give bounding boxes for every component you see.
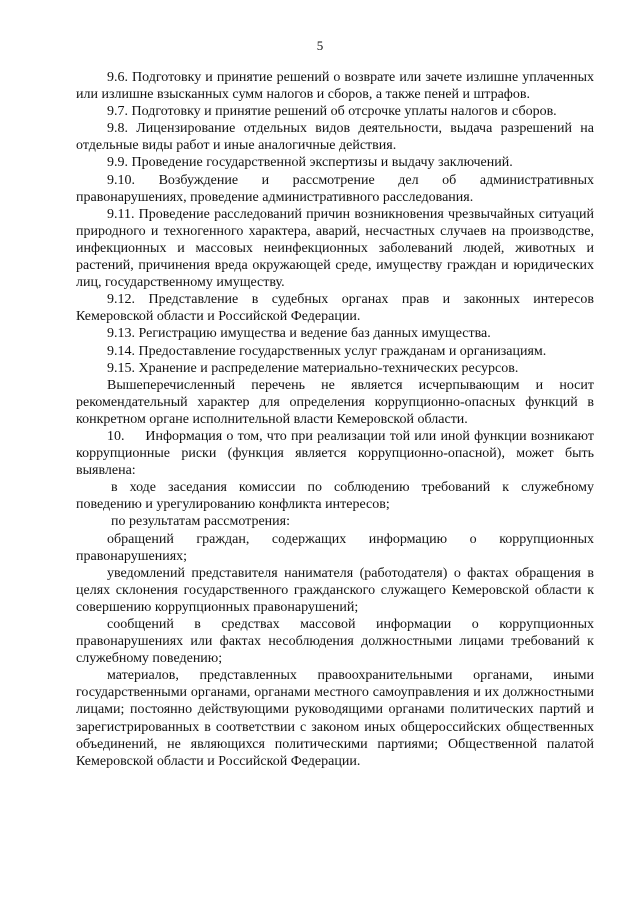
paragraph-9-7: 9.7. Подготовку и принятие решений об отсрочке уплаты налогов и сборов. xyxy=(107,104,557,120)
paragraph-9-13: 9.13. Регистрацию имущества и ведение баз данных имущества. xyxy=(107,326,491,342)
paragraph-9-6: 9.6. Подготовку и принятие решений о возврате или зачете излишне уплаченных или излишне взысканных сумм налогов и сборов, а также пеней и штрафов. xyxy=(76,70,594,103)
paragraph-9-8: 9.8. Лицензирование отдельных видов деятельности, выдача разрешений на отдельные виды работ и иные аналогичные действия. xyxy=(76,121,594,154)
paragraph-9-11: 9.11. Проведение расследований причин возникновения чрезвычайных ситуаций природного и техногенного характера, аварий, несчастных случаев на производстве, инфекционных и массовых неинфекционных заболеваний людей, животных и растений, причинения вреда окружающей среде, имуществу граждан и юридических лиц, государственному имуществу. xyxy=(76,206,594,291)
paragraph-materials: материалов, представленных правоохранительными органами, иными государственными органами, органами местного самоуправления и их должностными лицами; постоянно действующими руководящими органами политических партий и зарегистрированных в соответствии с законом иных общероссийских общественных объединений, не являющихся политическими партиями; Общественной палатой Кемеровской области и Российской Федерации. xyxy=(76,668,594,769)
paragraph-list-note: Вышеперечисленный перечень не является исчерпывающим и носит рекомендательный характер для определения коррупционно-опасных функций в конкретном органе исполнительной власти Кемеровской области. xyxy=(76,377,594,427)
paragraph-10: 10. Информация о том, что при реализации той или иной функции возникают коррупционные риски (функция является коррупционно-опасной), может быть выявлена: xyxy=(76,428,598,479)
paragraph-citizen-appeals: обращений граждан, содержащих информацию о коррупционных правонарушениях; xyxy=(76,531,594,564)
document-body xyxy=(76,69,598,770)
paragraph-9-15: 9.15. Хранение и распределение материально-технических ресурсов. xyxy=(107,360,519,376)
paragraph-commission: в ходе заседания комиссии по соблюдению требований к служебному поведению и урегулированию конфликта интересов; xyxy=(76,480,594,513)
paragraph-9-9: 9.9. Проведение государственной экспертизы и выдачу заключений. xyxy=(107,155,513,171)
paragraph-9-10: 9.10. Возбуждение и рассмотрение дел об административных правонарушениях, проведение административного расследования. xyxy=(76,172,598,205)
paragraph-9-14: 9.14. Предоставление государственных услуг гражданам и организациям. xyxy=(107,343,547,359)
paragraph-employer-notices: уведомлений представителя нанимателя (работодателя) о фактах обращения в целях склонения государственного гражданского служащего Кемеровской области к совершению коррупционных правонарушений; xyxy=(76,565,594,615)
paragraph-9-12: 9.12. Представление в судебных органах прав и законных интересов Кемеровской области и Российской Федерации. xyxy=(76,292,594,325)
paragraph-review-results: по результатам рассмотрения: xyxy=(111,514,290,530)
paragraph-mass-media: сообщений в средствах массовой информации о коррупционных правонарушениях или фактах несоблюдения должностными лицами требований к служебному поведению; xyxy=(76,617,594,667)
page-number: 5 xyxy=(316,38,324,53)
